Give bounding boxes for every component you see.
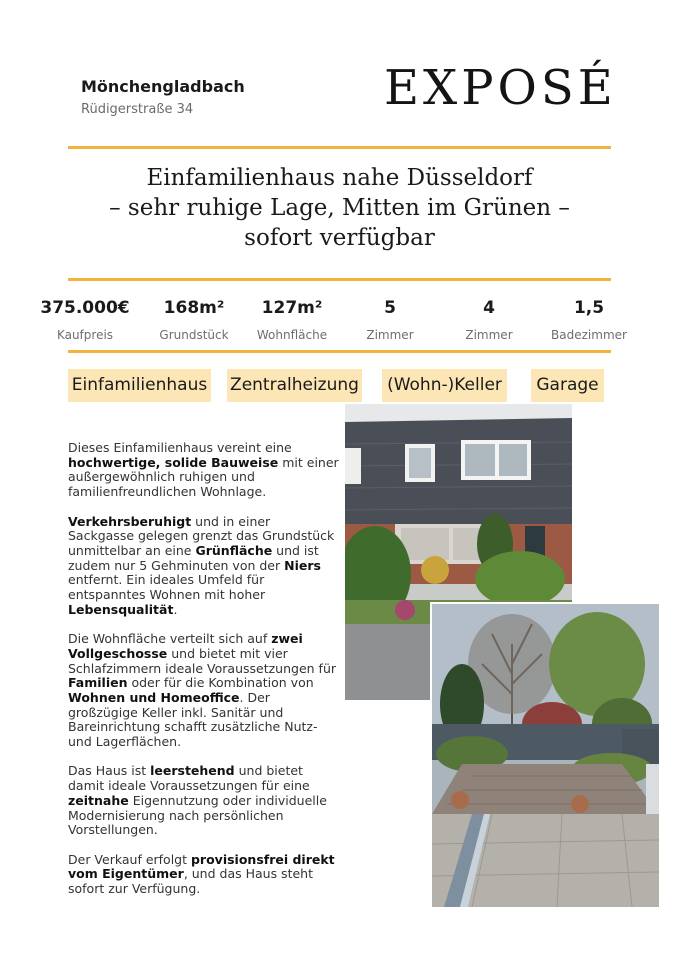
paragraph-text: Eigennutzung oder individuelle Modernisierung nach persönlichen Vorstellungen. [68, 792, 327, 838]
expose-heading: EXPOSÉ [384, 60, 617, 116]
stat-living-area [247, 296, 337, 342]
title-line-3: sofort verfügbar [244, 225, 435, 251]
city-name: Mönchengladbach [81, 77, 245, 96]
paragraph-text: entfernt. Ein ideales Umfeld für entspanntes Wohnen mit hoher [68, 572, 266, 603]
highlight-text: zwei Vollgeschosse [68, 631, 303, 661]
stat-bathrooms [546, 296, 632, 342]
paragraph-text: . Der großzügige Keller inkl. Sanitär und Bareinrichtung schafft zusätzliche Nutz- und Lagerflächen. [68, 689, 318, 750]
paragraph-text: Das Haus ist [68, 763, 151, 779]
stat-plot-size [148, 296, 240, 342]
highlight-text: leerstehend [150, 763, 235, 779]
paragraph-text: Der Verkauf erfolgt [68, 851, 191, 867]
description-paragraph [68, 441, 340, 500]
title-line-2: – sehr ruhige Lage, Mitten im Grünen – [109, 195, 570, 221]
paragraph-text: oder für die Kombination von [127, 675, 314, 691]
stat-value: 5 [384, 298, 396, 318]
paragraph-text: Dieses Einfamilienhaus vereint eine [68, 440, 292, 455]
paragraph-text: , und das Haus steht sofort zur Verfügung. [68, 866, 313, 897]
highlight-text: Niers [284, 557, 321, 573]
title-line-1: Einfamilienhaus nahe Düsseldorf [146, 165, 533, 191]
paragraph-text: Die Wohnfläche verteilt sich auf [68, 631, 272, 647]
divider-middle [68, 278, 611, 281]
stat-value: 127m² [261, 298, 323, 318]
highlight-text: Verkehrsberuhigt [68, 513, 192, 529]
paragraph-text: mit einer außergewöhnlich ruhigen und familienfreundlichen Wohnlage. [68, 454, 339, 500]
stat-label: Wohnfläche [256, 328, 328, 342]
highlight-text: zeitnahe [68, 792, 129, 808]
feature-tag-basement: (Wohn-)Keller [382, 369, 507, 402]
stat-value: 375.000€ [40, 298, 130, 318]
description-text [68, 441, 340, 911]
feature-tag-house-type: Einfamilienhaus [68, 369, 211, 402]
highlight-text: Grünfläche [195, 542, 273, 558]
stat-rooms [350, 296, 430, 342]
highlight-text: Familien [68, 675, 128, 691]
divider-top [68, 146, 611, 149]
stat-value: 4 [483, 298, 495, 318]
paragraph-text: und ist zudem nur 5 Gehminuten von der [68, 542, 319, 573]
stat-label: Zimmer [366, 328, 414, 342]
highlight-text: Lebensqualität [68, 601, 174, 617]
highlight-text: hochwertige, solide Bauweise [68, 454, 279, 470]
highlight-text: Wohnen und Homeoffice [68, 689, 240, 705]
stat-price [40, 296, 130, 342]
stat-value: 1,5 [573, 298, 605, 318]
street-address: Rüdigerstraße 34 [81, 102, 194, 117]
stat-label: Grundstück [159, 328, 229, 342]
description-paragraph [68, 632, 340, 750]
stat-value: 168m² [163, 298, 225, 318]
divider-bottom [68, 350, 611, 353]
description-paragraph [68, 764, 340, 838]
description-paragraph [68, 853, 340, 897]
paragraph-text: und in einer Sackgasse gelegen grenzt das Grundstück unmittelbar an eine [68, 513, 335, 558]
stat-label: Kaufpreis [56, 328, 114, 342]
description-paragraph [68, 515, 340, 618]
feature-tag-heating: Zentralheizung [227, 369, 362, 402]
listing-title [68, 163, 611, 253]
garden-photo [430, 602, 661, 909]
highlight-text: provisionsfrei direkt vom Eigentümer [68, 851, 335, 882]
stat-label: Badezimmer [551, 328, 627, 342]
paragraph-text: und bietet mit vier Schlafzimmern ideale Voraussetzungen für [68, 645, 337, 676]
feature-tag-garage: Garage [531, 369, 604, 402]
stat-label: Zimmer [465, 328, 513, 342]
stat-bedrooms [449, 296, 529, 342]
paragraph-text: und bietet damit ideale Voraussetzungen für eine [68, 763, 310, 794]
paragraph-text: . [173, 601, 178, 617]
